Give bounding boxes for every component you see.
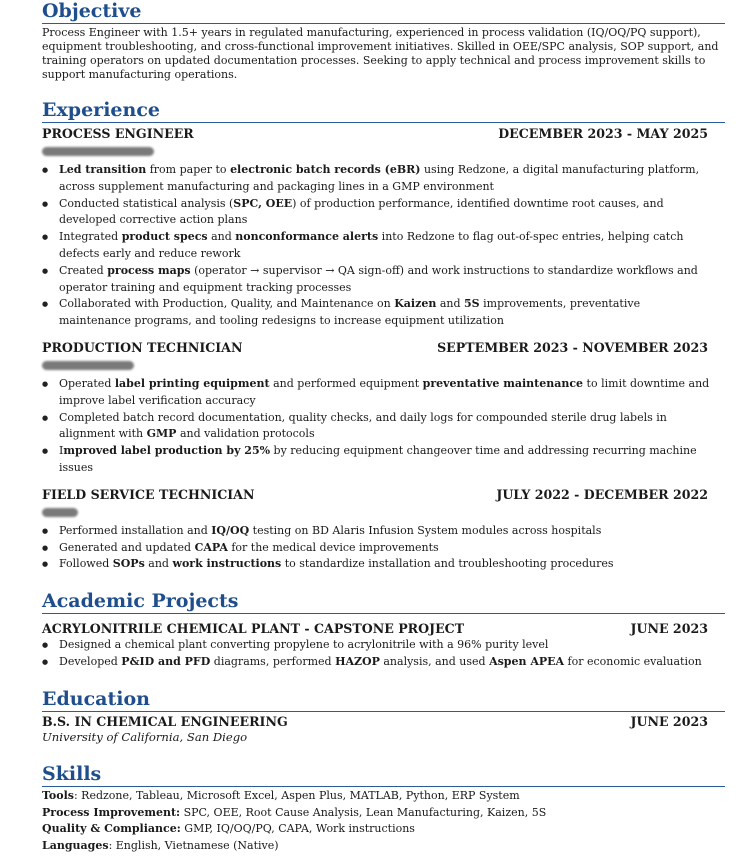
bullet-item <box>59 410 725 444</box>
skills-heading: Skills <box>42 763 725 787</box>
bullet-text: Performed installation and <box>59 523 212 537</box>
skill-label: Quality & Compliance: <box>42 822 181 835</box>
bullet-emphasis: nonconformance alerts <box>235 230 379 244</box>
objective-section <box>42 0 725 82</box>
bullet-emphasis: label printing equipment <box>114 376 270 390</box>
redacted-company <box>42 147 154 156</box>
redacted-company <box>42 361 134 370</box>
project-title: ACRYLONITRILE CHEMICAL PLANT - CAPSTONE PROJECT <box>42 621 465 636</box>
bullet-text: analysis, and used <box>379 654 490 668</box>
bullet-text: I <box>59 444 64 458</box>
job-bullets <box>42 523 725 573</box>
job-dates: JULY 2022 - DECEMBER 2022 <box>496 486 708 502</box>
job-title: FIELD SERVICE TECHNICIAN <box>42 486 255 502</box>
bullet-emphasis: 5S <box>464 297 480 311</box>
bullet-text: Generated and updated <box>59 540 195 554</box>
bullet-item <box>59 540 725 557</box>
experience-heading: Experience <box>42 99 725 123</box>
bullet-emphasis: CAPA <box>194 540 228 554</box>
bullet-emphasis: HAZOP <box>335 654 380 668</box>
bullet-text: Collaborated with Production, Quality, and Maintenance on <box>59 297 395 311</box>
bullet-text: using Redzone, a digital manufacturing platform, across supplement manufacturing and packaging lines in a GMP environment <box>59 163 700 193</box>
bullet-emphasis: electronic batch records (eBR) <box>230 163 421 176</box>
bullet-text: and <box>144 557 173 571</box>
bullet-text: testing on BD Alaris Infusion System modules across hospitals <box>249 523 602 537</box>
redacted-company <box>42 508 78 517</box>
objective-heading: Objective <box>42 0 725 24</box>
bullet-emphasis: Kaizen <box>394 297 437 311</box>
bullet-item <box>59 523 725 540</box>
skills-section <box>42 763 725 854</box>
job-title: PROCESS ENGINEER <box>42 126 194 141</box>
bullet-emphasis: preventative maintenance <box>422 376 584 390</box>
bullet-text: Conducted statistical analysis ( <box>59 196 234 210</box>
bullet-text: for the medical device improvements <box>227 540 439 554</box>
bullet-text: Developed <box>59 654 122 668</box>
bullet-item <box>59 263 725 297</box>
bullet-text: to standardize installation and troubleshooting procedures <box>281 557 614 571</box>
bullet-text: and <box>436 297 465 311</box>
skill-values: SPC, OEE, Root Cause Analysis, Lean Manufacturing, Kaizen, 5S <box>183 805 547 819</box>
bullet-text: Operated <box>59 376 115 390</box>
project-date: JUNE 2023 <box>630 621 708 636</box>
bullet-emphasis: SOPs <box>112 557 145 571</box>
job-process-engineer <box>42 126 725 330</box>
job-header <box>42 340 725 356</box>
bullet-item <box>59 637 725 654</box>
bullet-text: Followed <box>59 557 113 571</box>
job-dates: SEPTEMBER 2023 - NOVEMBER 2023 <box>437 339 708 355</box>
job-bullets <box>42 162 725 330</box>
bullet-emphasis: GMP <box>146 427 177 441</box>
skill-values: Redzone, Tableau, Microsoft Excel, Aspen Plus, MATLAB, Python, ERP System <box>81 789 520 802</box>
bullet-item <box>59 376 725 410</box>
projects-section <box>42 590 725 671</box>
bullet-text: (operator → supervisor → QA sign-off) and work instructions to standardize workflows and operator training and equipment tracking processes <box>59 263 698 294</box>
bullet-text: to limit downtime and improve label verification accuracy <box>59 376 710 407</box>
bullet-text: by reducing equipment changeover time and addressing recurring machine issues <box>59 444 697 474</box>
bullet-text: into Redzone to flag out-of-spec entries, helping catch defects early and reduce rework <box>59 230 684 260</box>
project-bullets <box>42 637 725 671</box>
bullet-item <box>59 162 725 196</box>
skill-label: Process Improvement: <box>42 805 181 819</box>
bullet-text: from paper to <box>146 163 231 176</box>
job-production-technician <box>42 340 725 477</box>
skill-label: Languages <box>42 838 109 852</box>
bullet-emphasis: Aspen APEA <box>489 654 565 668</box>
bullet-text: Designed a chemical plant converting propylene to acrylonitrile with a 96% purity level <box>59 638 549 651</box>
skill-values: GMP, IQ/OQ/PQ, CAPA, Work instructions <box>184 822 415 835</box>
bullet-emphasis: P&ID and PFD <box>121 654 211 668</box>
skill-sep: : <box>108 838 116 852</box>
skill-values: English, Vietnamese (Native) <box>115 838 279 852</box>
bullet-text: and performed equipment <box>269 376 423 390</box>
skill-row-languages <box>42 838 725 855</box>
bullet-text: and validation protocols <box>176 427 315 441</box>
education-header <box>42 714 725 730</box>
skill-label: Tools <box>42 789 74 802</box>
project-header <box>42 621 725 637</box>
bullet-emphasis: process maps <box>107 263 191 277</box>
skill-row-process <box>42 805 725 822</box>
skill-row-tools <box>42 788 725 805</box>
job-title: PRODUCTION TECHNICIAN <box>42 339 243 355</box>
bullet-item <box>59 443 725 477</box>
skill-sep: : <box>73 789 82 802</box>
objective-text: Process Engineer with 1.5+ years in regulated manufacturing, experienced in process validation (IQ/OQ/PQ support), equipment troubleshooting, and cross-functional improvement initiatives. Skilled in OEE/SPC analysis, SOP support, and training operators on updated documentation processes. Seeking to apply technical and process improvement skills to support manufacturing operations. <box>42 26 719 81</box>
bullet-text: diagrams, performed <box>210 654 336 668</box>
bullet-emphasis: SPC, OEE <box>233 196 293 210</box>
bullet-item <box>59 196 725 230</box>
school-name: University of California, San Diego <box>42 730 248 744</box>
bullet-text: for economic evaluation <box>564 654 702 668</box>
bullet-emphasis: IQ/OQ <box>211 523 250 537</box>
bullet-emphasis: Led transition <box>59 163 147 176</box>
skills-list <box>42 788 725 854</box>
degree: B.S. IN CHEMICAL ENGINEERING <box>42 714 288 729</box>
bullet-item <box>59 654 725 671</box>
job-header <box>42 126 725 142</box>
bullet-emphasis: work instructions <box>172 557 282 571</box>
bullet-item <box>59 229 725 263</box>
bullet-text: and <box>207 230 236 244</box>
bullet-text: ) of production performance, identified downtime root causes, and developed corrective action plans <box>59 196 664 227</box>
bullet-emphasis: mproved label production by 25% <box>63 444 271 458</box>
experience-section <box>42 99 725 573</box>
bullet-text: Created <box>59 263 108 277</box>
bullet-text: improvements, preventative maintenance programs, and tooling redesigns to increase equipment utilization <box>59 297 641 328</box>
education-section <box>42 688 725 745</box>
job-bullets <box>42 376 725 477</box>
job-field-service-technician <box>42 487 725 573</box>
education-date: JUNE 2023 <box>630 714 708 729</box>
bullet-text: Completed batch record documentation, quality checks, and daily logs for compounded sterile drug labels in alignment with <box>59 410 667 441</box>
job-header <box>42 487 725 503</box>
bullet-item <box>59 296 725 330</box>
education-heading: Education <box>42 688 725 712</box>
projects-heading: Academic Projects <box>42 590 725 614</box>
bullet-text: Integrated <box>59 230 122 244</box>
job-dates: DECEMBER 2023 - MAY 2025 <box>498 126 708 141</box>
bullet-item <box>59 556 725 573</box>
skill-row-quality <box>42 821 725 838</box>
bullet-emphasis: product specs <box>121 230 208 244</box>
